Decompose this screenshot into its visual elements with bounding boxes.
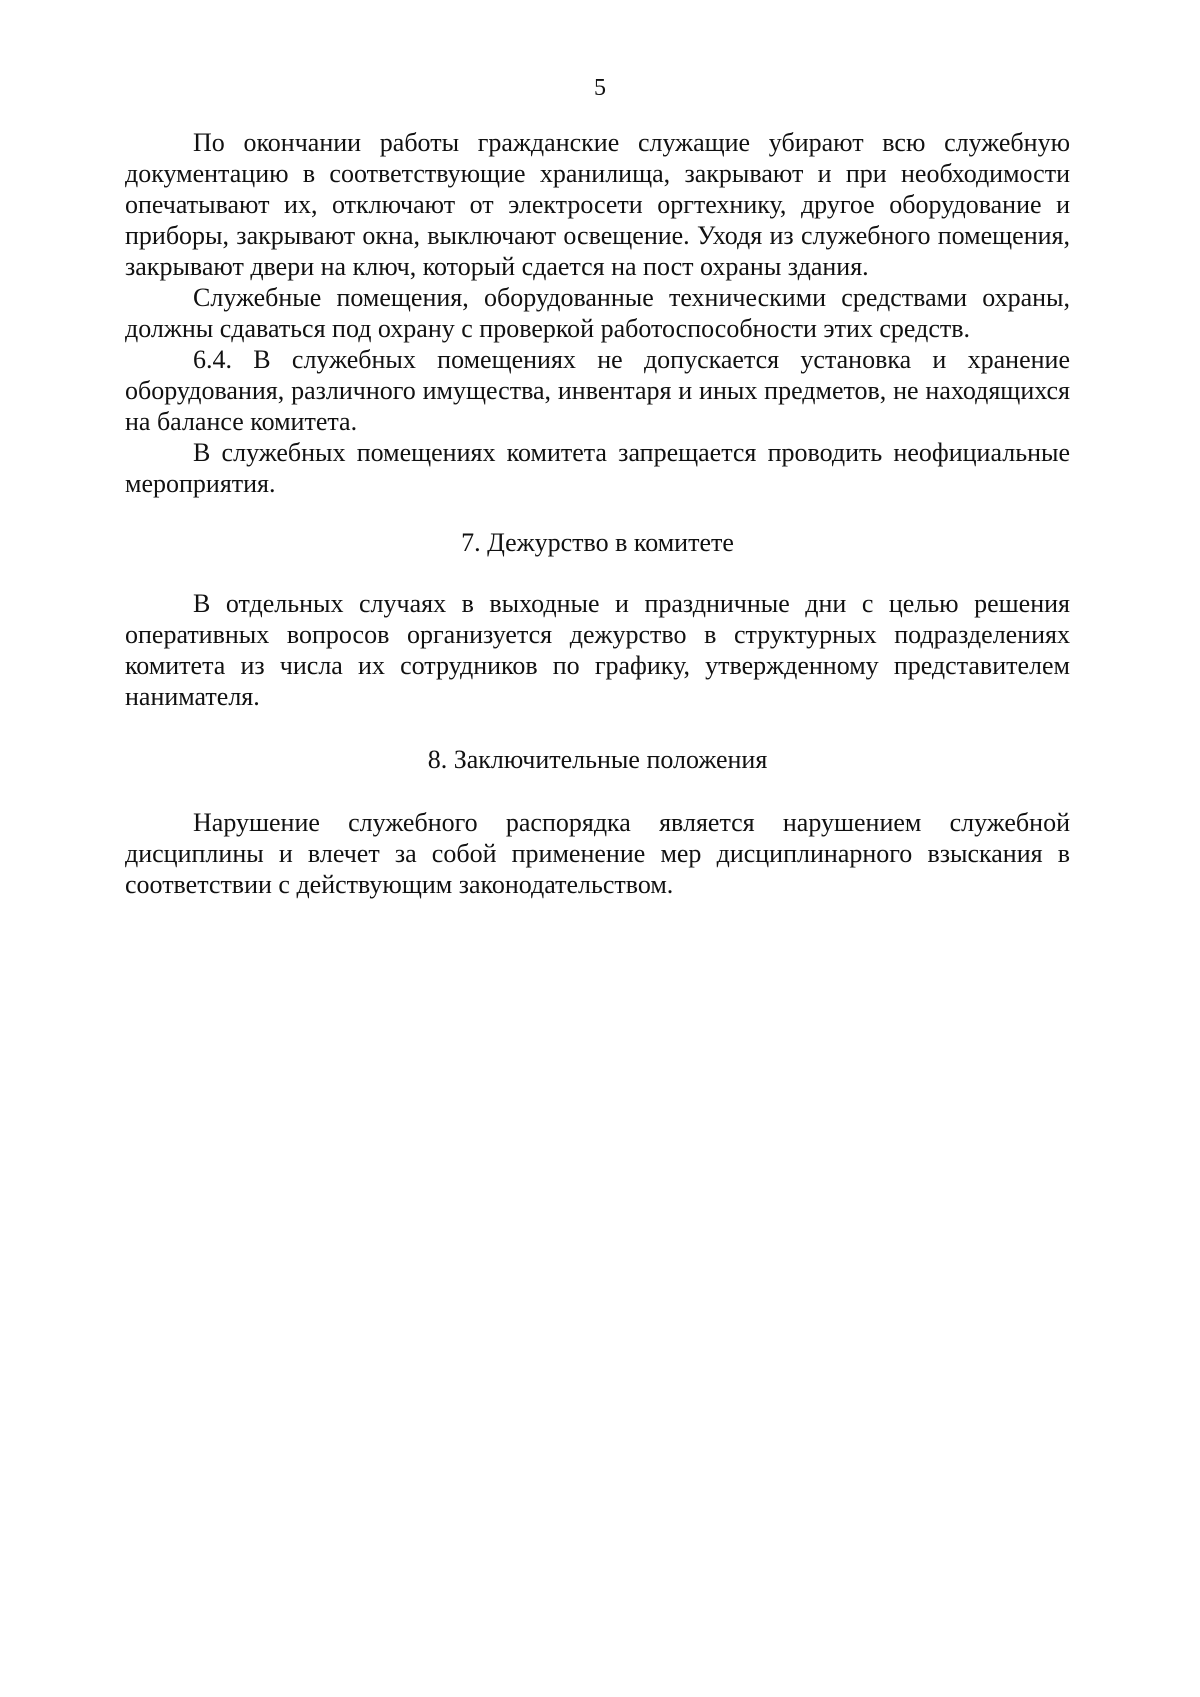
section-8-paragraph: Нарушение служебного распорядка является нарушением служебной дисциплины и влечет за собой применение мер дисциплинарного взыскания в соответствии с действующим законодательством. bbox=[125, 808, 1070, 899]
page-number: 5 bbox=[594, 75, 606, 101]
paragraph-unofficial-events: В служебных помещениях комитета запрещается проводить неофициальные мероприятия. bbox=[125, 438, 1070, 498]
paragraph-security-systems: Служебные помещения, оборудованные техническими средствами охраны, должны сдаваться под охрану с проверкой работоспособности этих средств. bbox=[125, 283, 1070, 343]
document-body bbox=[125, 127, 1070, 900]
section-7-paragraph: В отдельных случаях в выходные и праздничные дни с целью решения оперативных вопросов организуется дежурство в структурных подразделениях комитета из числа их сотрудников по графику, утвержденному представителем нанимателя. bbox=[125, 589, 1070, 711]
section-8-heading: 8. Заключительные положения bbox=[427, 745, 768, 774]
paragraph-6-4: 6.4. В служебных помещениях не допускается установка и хранение оборудования, различного имущества, инвентаря и иных предметов, не находящихся на балансе комитета. bbox=[125, 345, 1070, 436]
paragraph-end-of-work: По окончании работы гражданские служащие убирают всю служебную документацию в соответствующие хранилища, закрывают и при необходимости опечатывают их, отключают от электросети оргтехнику, другое оборудование и приборы, закрывают окна, выключают освещение. Уходя из служебного помещения, закрывают двери на ключ, который сдается на пост охраны здания. bbox=[125, 128, 1070, 281]
section-7-heading: 7. Дежурство в комитете bbox=[461, 528, 734, 557]
